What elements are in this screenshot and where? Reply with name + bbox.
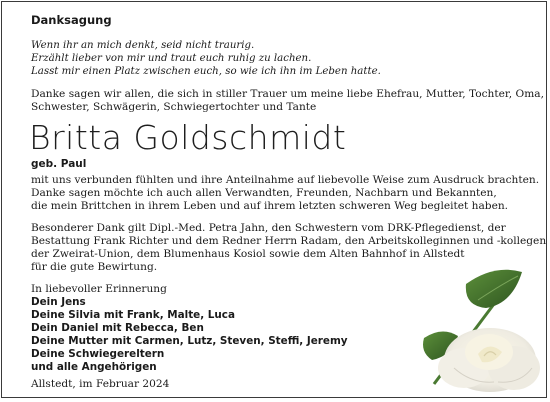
signature-line: Deine Silvia mit Frank, Malte, Luca [31, 309, 235, 321]
thanks-line-1: mit uns verbunden fühlten und ihre Anteilnahme auf liebevolle Weise zum Ausdruck brachten. [31, 174, 540, 186]
poem-line-2: Erzählt lieber von mir und traut euch ruhig zu lachen. [31, 53, 312, 64]
signature-line: Dein Jens [31, 296, 86, 308]
obituary-notice [1, 1, 547, 398]
signature-line: Dein Daniel mit Rebecca, Ben [31, 322, 204, 334]
special-thanks-line-4: für die gute Bewirtung. [31, 261, 158, 273]
poem-line-3: Lasst mir einen Platz zwischen euch, so wie ich ihn im Leben hatte. [31, 66, 381, 77]
special-thanks-line-2: Bestattung Frank Richter und dem Redner Herrn Radam, den Arbeitskolleginnen und -kollegen [31, 235, 547, 247]
place-and-date: Allstedt, im Februar 2024 [31, 378, 170, 390]
signature-line: Deine Schwiegereltern [31, 348, 165, 360]
signature-line: und alle Angehörigen [31, 361, 157, 373]
memory-intro: In liebevoller Erinnerung [31, 283, 167, 295]
intro-line-2: Schwester, Schwägerin, Schwiegertochter und Tante [31, 101, 317, 113]
special-thanks-line-1: Besonderer Dank gilt Dipl.-Med. Petra Jahn, den Schwestern vom DRK-Pflegedienst, der [31, 222, 506, 234]
maiden-name: geb. Paul [31, 158, 87, 170]
thanks-line-3: die mein Brittchen in ihrem Leben und auf ihrem letzten schweren Weg begleitet haben. [31, 200, 509, 212]
special-thanks-line-3: der Zweirat-Union, dem Blumenhaus Kosiol sowie dem Alten Bahnhof in Allstedt [31, 248, 465, 260]
signature-line: Deine Mutter mit Carmen, Lutz, Steven, Steffi, Jeremy [31, 335, 348, 347]
white-rose-image [394, 264, 544, 394]
poem-line-1: Wenn ihr an mich denkt, seid nicht traurig. [31, 40, 255, 51]
deceased-name: Britta Goldschmidt [29, 118, 347, 157]
thanks-line-2: Danke sagen möchte ich auch allen Verwandten, Freunden, Nachbarn und Bekannten, [31, 187, 497, 199]
intro-line-1: Danke sagen wir allen, die sich in stiller Trauer um meine liebe Ehefrau, Mutter, Tochter, Oma, [31, 88, 544, 100]
notice-heading: Danksagung [31, 13, 112, 27]
rose-leaf [466, 270, 522, 308]
